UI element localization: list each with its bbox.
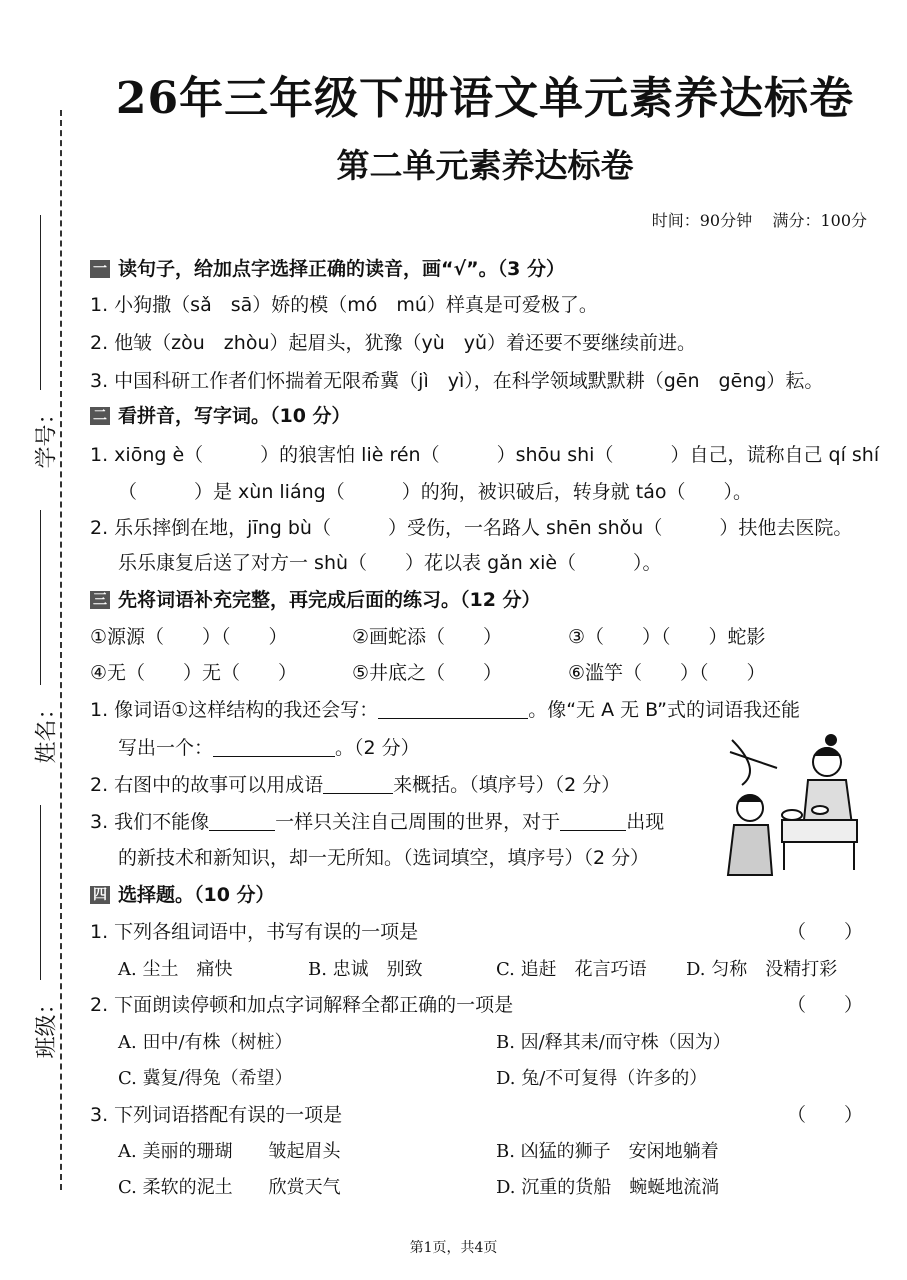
option-d: D. 沉重的货船 蜿蜒地流淌 <box>496 1177 720 1198</box>
answer-paren[interactable]: （ ） <box>786 1104 863 1126</box>
s3-question-1-cont: 写出一个： 。（2 分） <box>118 737 420 759</box>
page-title: 26年三年级下册语文单元素养达标卷 <box>115 73 855 124</box>
option-a: A. 田中/有株（树桩） <box>118 1032 293 1053</box>
page-subtitle: 第二单元素养达标卷 <box>336 146 634 185</box>
option-a: A. 尘土 痛快 <box>118 959 233 980</box>
section-4-heading: 四 选择题。（10 分） <box>90 880 275 907</box>
s1-question-3: 3. 中国科研工作者们怀揣着无限希冀（jì yì），在科学领域默默耕（gēn gēng）耘。 <box>90 370 824 392</box>
idiom-5: ⑤井底之（ ） <box>352 662 503 684</box>
s3-question-3: 3. 我们不能像 一样只关注自己周围的世界，对于 出现 <box>90 811 665 833</box>
option-c: C. 冀复/得兔（希望） <box>118 1068 293 1089</box>
xingming-label: 姓名： <box>34 697 60 764</box>
answer-blank[interactable] <box>209 812 275 831</box>
option-c: C. 追赶 花言巧语 <box>496 959 647 980</box>
exam-meta <box>652 208 867 231</box>
answer-blank[interactable] <box>560 812 626 831</box>
section-3-heading: 三 先将词语补充完整，再完成后面的练习。（12 分） <box>90 585 541 612</box>
option-b: B. 因/释其耒/而守株（因为） <box>496 1032 731 1053</box>
s1-question-1: 1. 小狗撒（sǎ sā）娇的模（mó mú）样真是可爱极了。 <box>90 294 598 316</box>
answer-blank[interactable] <box>323 775 393 794</box>
time-limit: 时间：90分钟 <box>651 211 753 230</box>
section-number: 二 <box>90 407 110 425</box>
xuehao-blank <box>40 215 41 390</box>
s4-question-3: 3. 下列词语搭配有误的一项是 <box>90 1104 343 1126</box>
s3-question-1: 1. 像词语①这样结构的我还会写： 。像“无 A 无 B”式的词语我还能 <box>90 699 801 721</box>
answer-blank[interactable] <box>213 738 335 757</box>
section-1-heading: 一 读句子，给加点字选择正确的读音，画“√”。（3 分） <box>90 254 565 281</box>
s2-line-4: 乐乐康复后送了对方一 shù（ ）花以表 gǎn xiè（ ）。 <box>118 552 662 574</box>
s3-question-2: 2. 右图中的故事可以用成语 来概括。（填序号）（2 分） <box>90 774 621 796</box>
banji-label: 班级： <box>34 992 60 1059</box>
option-d: D. 兔/不可复得（许多的） <box>496 1068 708 1089</box>
xuehao-label: 学号： <box>34 402 60 469</box>
section-2-heading: 二 看拼音，写字词。（10 分） <box>90 401 351 428</box>
full-score: 满分：100分 <box>772 211 867 230</box>
idiom-1: ①源源（ ）（ ） <box>90 626 288 648</box>
story-illustration <box>722 730 862 880</box>
section-number: 三 <box>90 591 110 609</box>
option-b: B. 忠诚 别致 <box>308 959 423 980</box>
option-a: A. 美丽的珊瑚 皱起眉头 <box>118 1141 341 1162</box>
xingming-blank <box>40 510 41 685</box>
s3-question-3-cont: 的新技术和新知识，却一无所知。（选词填空，填序号）（2 分） <box>118 847 650 869</box>
idiom-4: ④无（ ）无（ ） <box>90 662 298 684</box>
idiom-2: ②画蛇添（ ） <box>352 626 503 648</box>
section-number: 四 <box>90 886 110 904</box>
s2-line-2: （ ）是 xùn liáng（ ）的狗，被识破后，转身就 táo（ ）。 <box>118 481 752 503</box>
page-number: 第1页，共4页 <box>409 1240 498 1256</box>
s4-question-2: 2. 下面朗读停顿和加点字词解释全都正确的一项是 <box>90 994 514 1016</box>
answer-paren[interactable]: （ ） <box>786 994 863 1016</box>
s1-question-2: 2. 他皱（zòu zhòu）起眉头，犹豫（yù yǔ）着还要不要继续前进。 <box>90 332 697 354</box>
bow-icon <box>732 740 750 785</box>
option-d: D. 匀称 没精打彩 <box>686 959 838 980</box>
s2-line-1: 1. xiōng è（ ）的狼害怕 liè rén（ ）shōu shi（ ）自己，谎称自己 qí shí <box>90 444 880 466</box>
answer-blank[interactable] <box>378 700 528 719</box>
banji-blank <box>40 805 41 980</box>
answer-paren[interactable]: （ ） <box>786 921 863 943</box>
idiom-6: ⑥滥竽（ ）（ ） <box>568 662 766 684</box>
idiom-3: ③（ ）（ ）蛇影 <box>568 626 766 648</box>
section-number: 一 <box>90 260 110 278</box>
s2-line-3: 2. 乐乐摔倒在地，jīng bù（ ）受伤，一名路人 shēn shǒu（ ）扶他去医院。 <box>90 517 853 539</box>
option-b: B. 凶猛的狮子 安闲地躺着 <box>496 1141 719 1162</box>
s4-question-1: 1. 下列各组词语中，书写有误的一项是 <box>90 921 419 943</box>
option-c: C. 柔软的泥土 欣赏天气 <box>118 1177 341 1198</box>
